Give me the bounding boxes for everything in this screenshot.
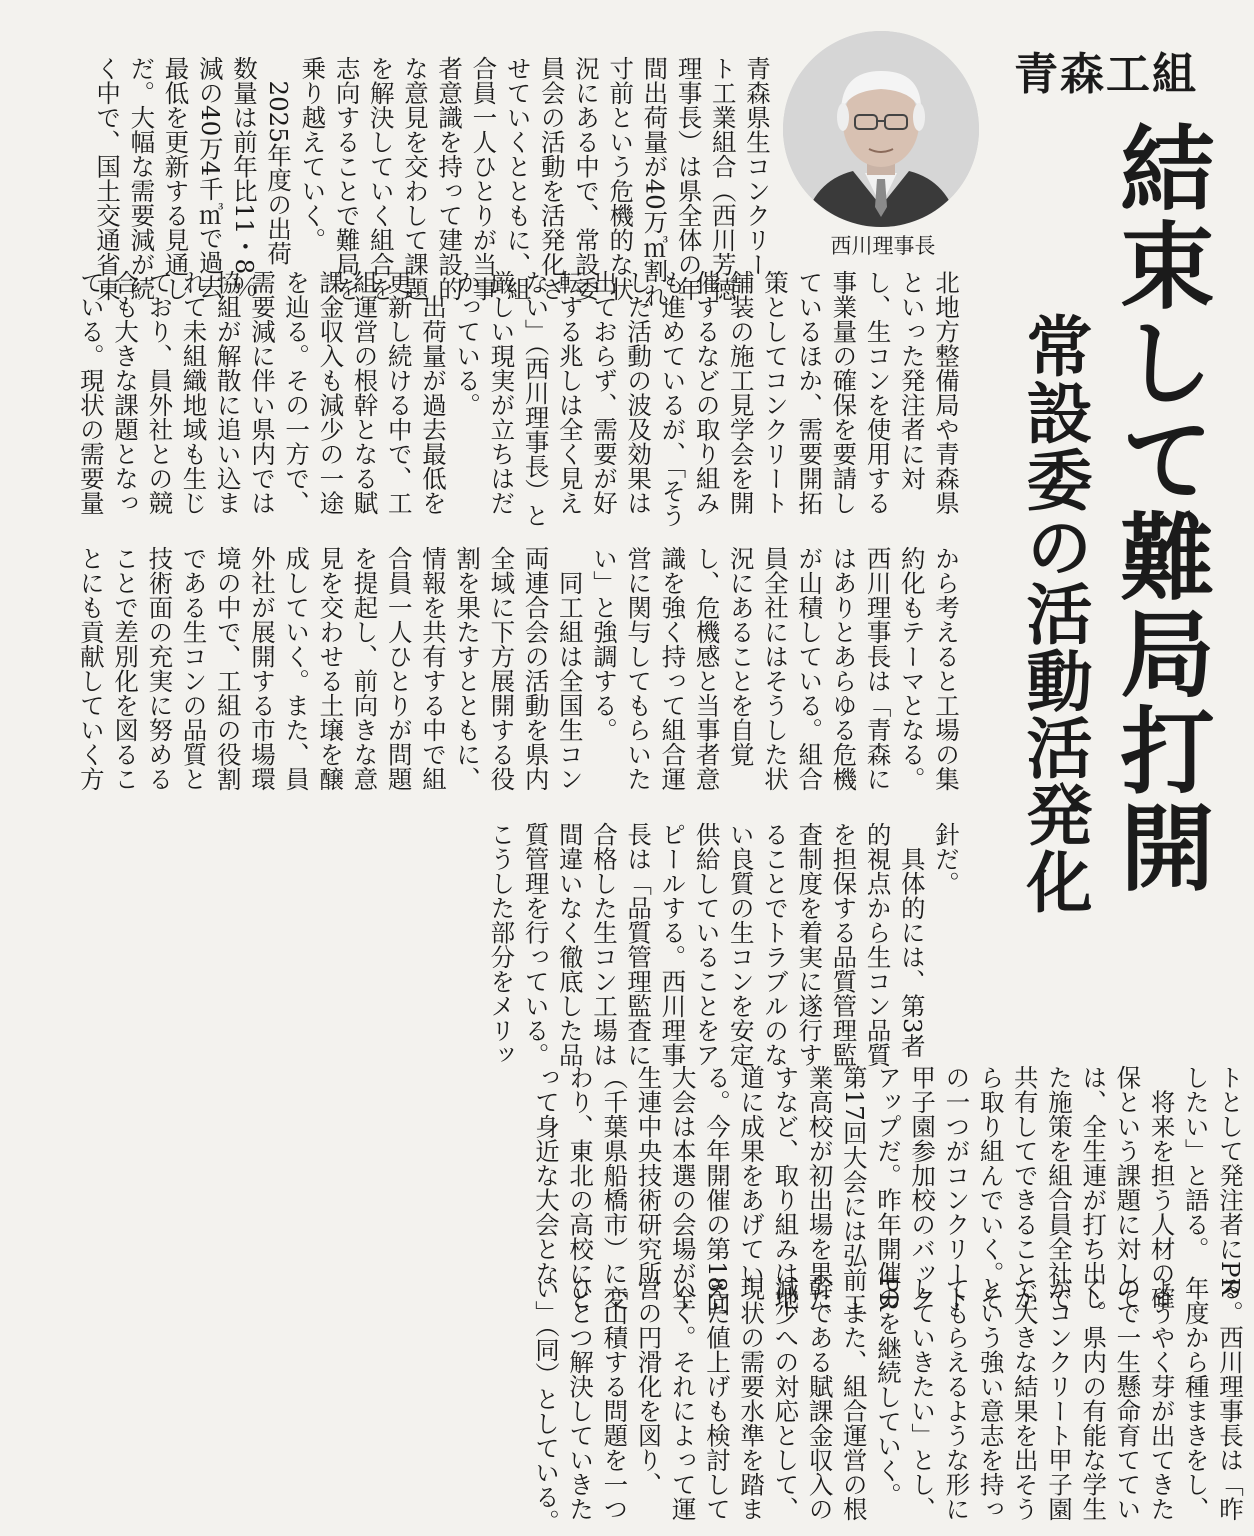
article-column-5: トとして発注者にPR したい」と語る。 将来を担う人材の確 保という課題に対して は、全生連が打ち出し た施策を組合員全社で 共有してできることか ら取り組んでいく。そ の一つがコンクリート 甲子園参加校のバック アップだ。昨年開催の 第17回大会には弘前工 業高校が初出場を果た すなど、取り組みは地 道に成果をあげてい る。今年開催の第18回 大会は本選の会場が全 生連中央技術研究所 （千葉県船橋市）に変 わり、東北の高校にと って身近な大会とな xyxy=(531,1065,1245,1317)
section-label: 青森工組 xyxy=(1014,49,1198,100)
article-column-1: 青森県生コンクリー ト工業組合（西川芳徳 理事長）は県全体の年 間出荷量が40万㎥割れ 寸前という危機的な状 況にある中で、常設委 員会の活動を活発化さ せていくとともに、組 合員一人ひとりが当事 者意識を持って建設的 な意見を交わして課題 を解決していく組合を 志向することで難局を 乗り越えていく。 2025年度の出荷 数量は前年比11・8％ 減の40万4千㎥で過去 最低を更新する見通し だ。大幅な需要減が続 く中で、国土交通省東 xyxy=(93,56,772,308)
headline: 結束して難局打開 xyxy=(1104,120,1213,896)
article-column-4: 針だ。 具体的には、第3者 的視点から生コン品質 を担保する品質管理監 査制度を着実に遂行す ることでトラブルのな い良質の生コンを安定 供給していることをア ピールする。西川理事 長は「品質管理監査に 合格した生コン工場は 間違いなく徹底した品 質管理を行っている。 こうした部分をメリッ xyxy=(487,822,961,1067)
subheadline: 常設委の活動活発化 xyxy=(1015,312,1092,915)
article-column-2: 北地方整備局や青森県 といった発注者に対 し、生コンを使用する 事業量の確保を要請し ているほか、需要開拓 策としてコンクリート 舗装の施工見学会を開 催するなどの取り組み も進めているが、「そう した活動の波及効果は 出ておらず、需要が好 転する兆しは全く見え ない」（西川理事長）と 厳しい現実が立ちはだ かっている。 出荷量が過去最低を 更新し続ける中で、工 組運営の根幹となる賦 課金収入も減少の一途 を辿る。その一方で、 需要減に伴い県内では 協組が解散に追い込ま れて未組織地域も生じ ており、員外社との競 合も大きな課題となっ ている。現状の需要量 xyxy=(76,270,961,528)
article-column-6: る。西川理事長は「昨 年度から種まきをし、 ようやく芽が出てきた ので一生懸命育ててい く。県内の有能な学生 がコンクリート甲子園 で大きな結果を出そう という強い意志を持っ てもらえるような形に していきたい」とし、 PRを継続していく。 また、組合運営の根 幹である賦課金収入の 減少への対応として、 現状の需要水準を踏ま えた値上げも検討して いく。それによって運 営の円滑化を図り、 「山積する問題を一つ ひとつ解決していきた い」（同）としている。 xyxy=(531,1276,1245,1534)
photo-caption: 西川理事長 xyxy=(830,234,936,258)
portrait-icon xyxy=(783,31,979,227)
article-column-3: から考えると工場の集 約化もテーマとなる。 西川理事長は「青森に はありとあらゆる危機 が山積している。組合 員全社にはそうした状 況にあることを自覚 し、危機感と当事者意 識を強く持って組合運 営に関与してもらいた い」と強調する。 同工組は全国生コン 両連合会の活動を県内 全域に下方展開する役 割を果たすとともに、 情報を共有する中で組 合員一人ひとりが問題 を提起し、前向きな意 見を交わせる土壌を醸 成していく。また、員 外社が展開する市場環 境の中で、工組の役割 である生コンの品質と 技術面の充実に努める ことで差別化を図るこ とにも貢献していく方 xyxy=(76,546,961,791)
portrait-photo xyxy=(783,31,979,227)
